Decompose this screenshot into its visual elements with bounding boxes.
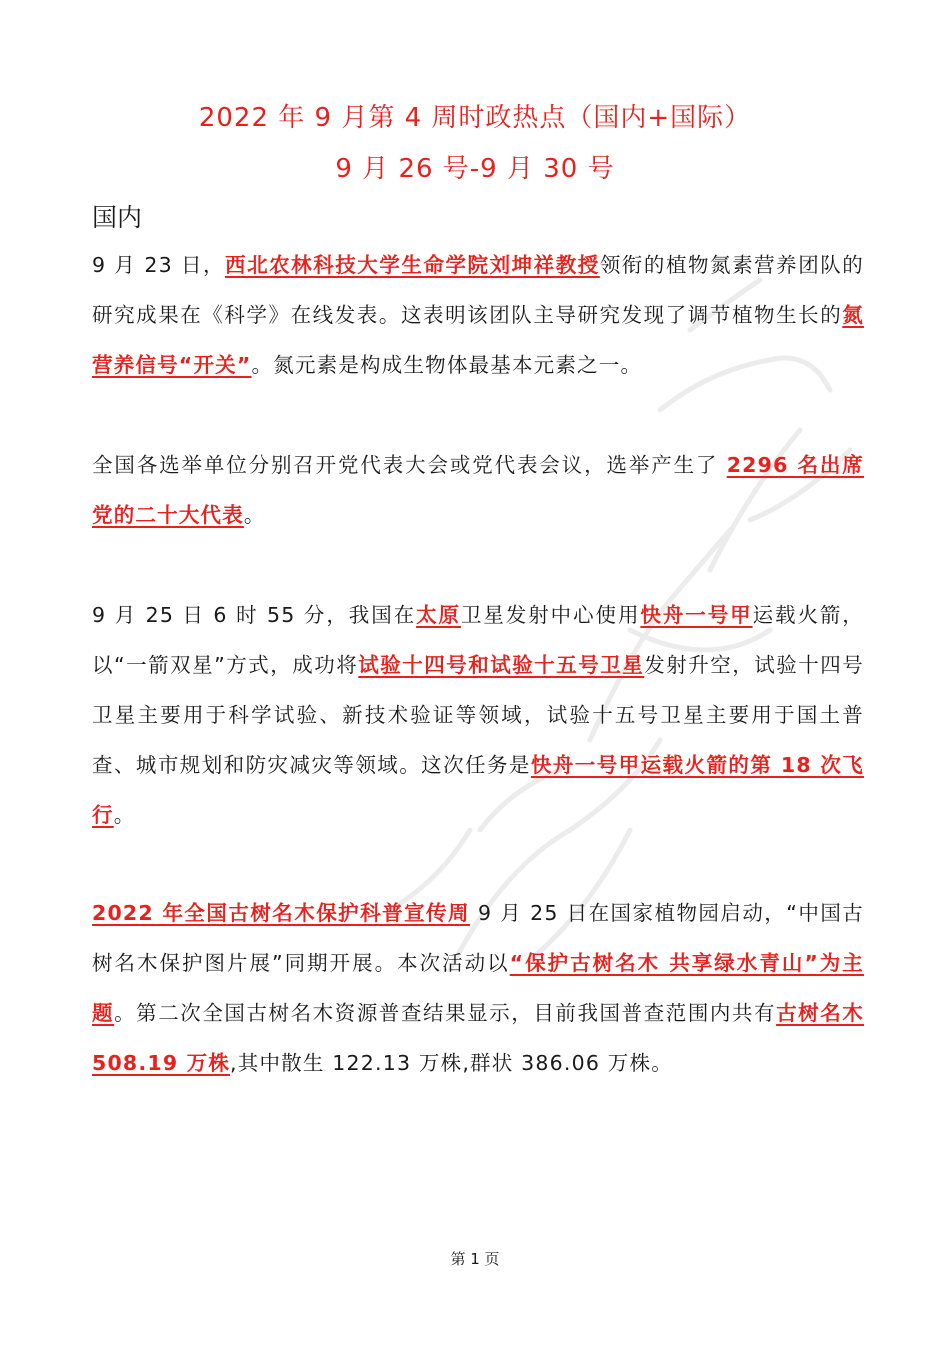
- title-line-2: 9 月 26 号-9 月 30 号: [335, 154, 615, 184]
- paragraph-text: 9 月 25 日 6 时 55 分，我国在: [92, 603, 417, 627]
- highlighted-keyphrase: 快舟一号甲运载火箭的第 18 次飞行: [92, 753, 865, 827]
- paragraph-text: ,其中散生 122.13 万株,群状 386.06 万株。: [230, 1051, 673, 1075]
- paragraph-text: 9 月 25 日在国家植物园启动，“中国古树名木保护图片展”同期开展。本次活动以: [92, 901, 864, 975]
- paragraph: [92, 240, 864, 390]
- paragraph-text: 。: [113, 803, 136, 827]
- section-heading-domestic: 国内: [92, 203, 143, 232]
- title-line-1: 2022 年 9 月第 4 周时政热点（国内+国际）: [198, 103, 752, 133]
- highlighted-keyphrase: 试验十四号和试验十五号卫星: [358, 653, 645, 677]
- paragraph-text: 运载火箭，以“一箭双星”方式，成功将: [92, 603, 865, 677]
- paragraph: [92, 888, 864, 1088]
- page-number: 第 1 页: [450, 1250, 500, 1268]
- highlighted-keyphrase: “保护古树名木 共享绿水青山”为主题: [92, 951, 864, 1025]
- paragraph: [92, 590, 864, 840]
- highlighted-keyphrase: 西北农林科技大学生命学院刘坤祥教授: [225, 253, 600, 277]
- highlighted-keyphrase: 氮营养信号“开关”: [92, 303, 864, 377]
- highlighted-keyphrase: 2022 年全国古树名木保护科普宣传周: [92, 901, 470, 925]
- highlighted-keyphrase: 快舟一号甲: [640, 603, 753, 627]
- paragraph-text: 。第二次全国古树名木资源普查结果显示，目前我国普查范围内共有: [114, 1001, 777, 1025]
- paragraph-text: 9 月 23 日，: [92, 253, 226, 277]
- paragraph: [92, 440, 864, 540]
- paragraph-text: 全国各选举单位分别召开党代表大会或党代表会议，选举产生了: [92, 453, 727, 477]
- highlighted-keyphrase: 太原: [416, 603, 461, 627]
- paragraph-text: 卫星发射中心使用: [460, 603, 641, 627]
- paragraph-text: 领衔的植物氮素营养团队的研究成果在《科学》在线发表。这表明该团队主导研究发现了调节植物生长的: [92, 253, 864, 327]
- paragraph-text: 。: [243, 503, 266, 527]
- paragraph-text: 发射升空，试验十四号卫星主要用于科学试验、新技术验证等领域，试验十五号卫星主要用于国土普查、城市规划和防灾减灾等领域。这次任务是: [92, 653, 865, 777]
- paragraph-text: 。氮元素是构成生物体最基本元素之一。: [251, 353, 643, 377]
- highlighted-keyphrase: 古树名木 508.19 万株: [92, 1001, 864, 1075]
- highlighted-keyphrase: 2296 名出席党的二十大代表: [92, 453, 864, 527]
